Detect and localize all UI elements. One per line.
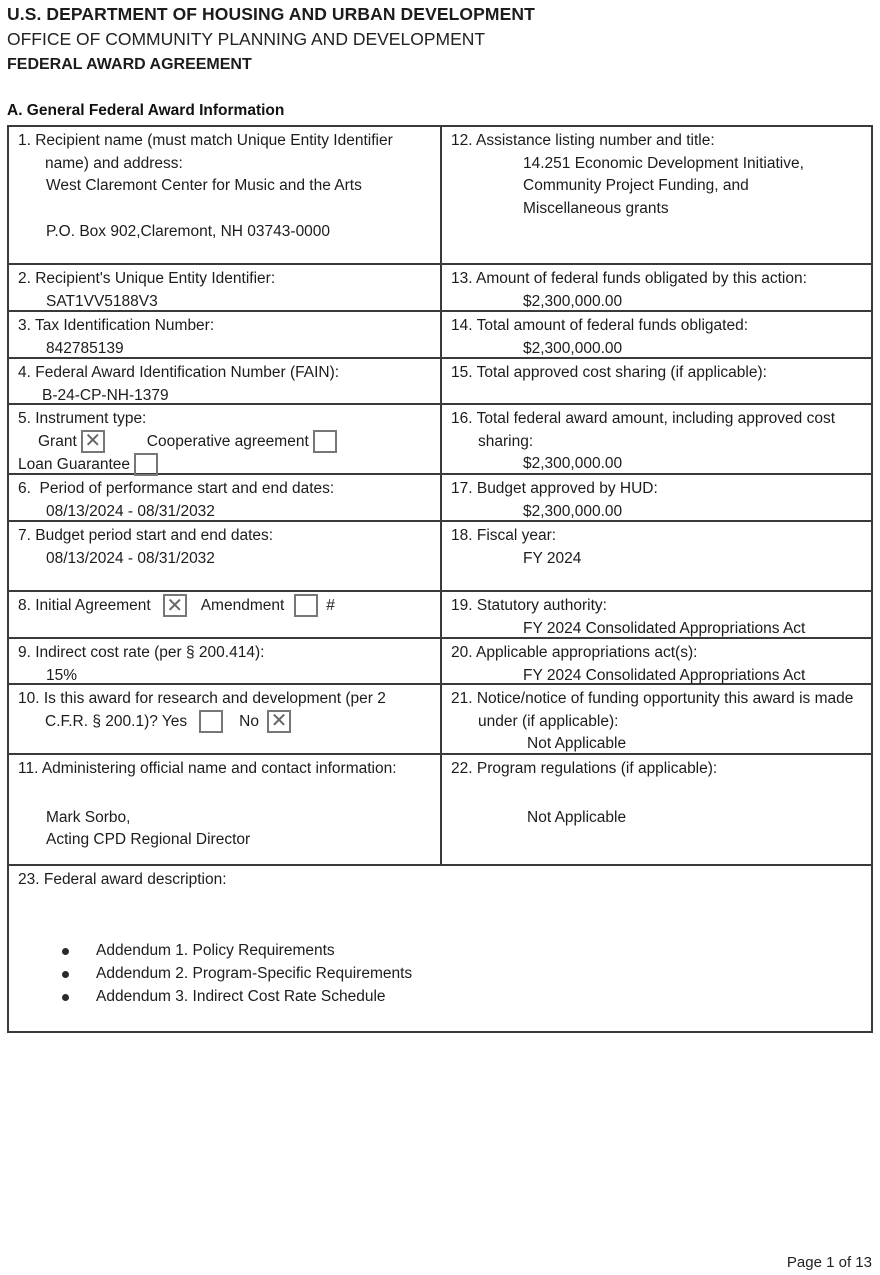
field-8-agreement-type [9,592,442,637]
field-13-funds-obligated-action [442,265,871,310]
document-title: FEDERAL AWARD AGREEMENT [7,56,252,73]
research-development-options [18,711,431,734]
program-regulations-value: Not Applicable [527,808,627,826]
field-4-fain [9,359,442,403]
indirect-cost-rate-value: 15% [46,666,78,684]
amendment-checkbox[interactable] [294,594,318,617]
rd-question-continued: C.F.R. § 200.1)? Yes [45,712,188,730]
field-7-budget-period [9,522,442,590]
official-name-value: Mark Sorbo, [46,808,131,826]
field-label: 16. Total federal award amount, including approved cost sharing: [451,410,840,450]
field-17-budget-approved [442,475,871,520]
grant-option-label: Grant [38,432,77,450]
field-14-total-funds-obligated [442,312,871,357]
period-of-performance-value: 08/13/2024 - 08/31/2032 [46,502,215,520]
field-label: 13. Amount of federal funds obligated by this action: [451,270,807,287]
table-row [9,475,871,522]
total-award-amount-value: $2,300,000.00 [523,455,623,472]
table-row [9,685,871,755]
fiscal-year-value: FY 2024 [523,549,582,567]
loan-guarantee-option [18,454,431,477]
field-3-tin [9,312,442,357]
field-label: 11. Administering official name and contact information: [18,760,397,777]
tin-value: 842785139 [46,339,124,357]
agency-title: U.S. DEPARTMENT OF HOUSING AND URBAN DEVELOPMENT [7,4,535,24]
field-label: 17. Budget approved by HUD: [451,480,658,497]
section-a-heading: A. General Federal Award Information [7,102,285,119]
field-22-program-regulations [442,755,871,864]
table-row [9,639,871,685]
field-2-uei [9,265,442,310]
table-row [9,592,871,639]
field-label: 22. Program regulations (if applicable): [451,760,718,777]
rd-yes-checkbox[interactable] [199,710,223,733]
budget-period-value: 08/13/2024 - 08/31/2032 [46,549,215,567]
field-label: 23. Federal award description: [18,871,227,888]
table-row [9,755,871,866]
field-16-total-award-amount [442,405,871,473]
addendum-item-1: Addendum 1. Policy Requirements [96,939,862,962]
field-21-funding-opportunity-notice [442,685,871,753]
field-label: 14. Total amount of federal funds obligated: [451,317,749,334]
official-title-value: Acting CPD Regional Director [46,831,251,848]
amendment-label: Amendment [200,597,285,615]
loan-guarantee-option-label: Loan Guarantee [18,455,131,473]
award-info-table [7,125,873,1033]
field-5-instrument-type [9,405,442,473]
initial-agreement-label: 8. Initial Agreement [18,597,151,615]
field-label: 5. Instrument type: [18,410,147,427]
field-label: 21. Notice/notice of funding opportunity this award is made under (if applicable): [451,690,858,730]
table-row [9,312,871,359]
recipient-name-value: West Claremont Center for Music and the Arts [46,177,362,194]
rd-no-checkbox[interactable]: ✕ [267,710,291,733]
field-15-cost-sharing [442,359,871,403]
addendum-list [18,939,862,1008]
total-funds-obligated-value: $2,300,000.00 [523,339,623,357]
page-number: Page 1 of 13 [786,1254,872,1271]
office-title: OFFICE OF COMMUNITY PLANNING AND DEVELOPMENT [7,29,486,49]
uei-value: SAT1VV5188V3 [46,292,158,310]
appropriations-acts-value: FY 2024 Consolidated Appropriations Act [523,666,806,684]
field-18-fiscal-year [442,522,871,590]
field-1-recipient-name [9,127,442,263]
fain-value: B-24-CP-NH-1379 [42,386,169,404]
field-label: 10. Is this award for research and development (per 2 [18,690,386,707]
loan-guarantee-checkbox[interactable] [134,453,158,476]
rd-no-label: No [239,712,259,730]
cooperative-agreement-checkbox[interactable] [313,430,337,453]
field-label: 2. Recipient's Unique Entity Identifier: [18,270,276,287]
field-label: 1. Recipient name (must match Unique Entity Identifier name) and address: [18,132,398,172]
field-10-research-development [9,685,442,753]
agreement-type-options [18,595,431,618]
table-row [9,127,871,265]
recipient-address-value: P.O. Box 902,Claremont, NH 03743-0000 [46,222,331,240]
field-19-statutory-authority [442,592,871,637]
field-label: 3. Tax Identification Number: [18,317,215,334]
field-9-indirect-cost-rate [9,639,442,683]
field-label: 7. Budget period start and end dates: [18,527,274,544]
table-row [9,522,871,592]
initial-agreement-checkbox[interactable]: ✕ [163,594,187,617]
field-label: 9. Indirect cost rate (per § 200.414): [18,644,265,661]
amendment-number-symbol: # [326,597,335,615]
table-row [9,405,871,475]
assistance-listing-line1: 14.251 Economic Development Initiative, [523,154,804,172]
field-23-award-description [9,866,871,1031]
field-11-administering-official [9,755,442,864]
addendum-item-3: Addendum 3. Indirect Cost Rate Schedule [96,985,862,1008]
field-label: 15. Total approved cost sharing (if applicable): [451,364,767,381]
field-label: 19. Statutory authority: [451,597,607,614]
grant-checkbox[interactable]: ✕ [81,430,105,453]
field-label: 4. Federal Award Identification Number (FAIN): [18,364,340,381]
assistance-listing-line2: Community Project Funding, and [523,177,749,194]
field-label: 18. Fiscal year: [451,527,557,544]
field-20-appropriations-acts [442,639,871,683]
field-12-assistance-listing [442,127,871,263]
table-row [9,866,871,1031]
field-6-period-of-performance [9,475,442,520]
document-header [0,0,880,77]
funds-obligated-action-value: $2,300,000.00 [523,292,623,310]
cooperative-agreement-option-label: Cooperative agreement [146,432,309,450]
assistance-listing-line3: Miscellaneous grants [523,199,669,217]
statutory-authority-value: FY 2024 Consolidated Appropriations Act [523,619,806,637]
field-label: 12. Assistance listing number and title: [451,132,715,149]
table-row [9,359,871,405]
addendum-item-2: Addendum 2. Program-Specific Requirements [96,962,862,985]
table-row [9,265,871,312]
funding-opportunity-value: Not Applicable [527,735,627,752]
instrument-type-options [18,431,431,454]
budget-approved-value: $2,300,000.00 [523,502,623,520]
field-label: 6. Period of performance start and end dates: [18,480,335,497]
field-label: 20. Applicable appropriations act(s): [451,644,698,661]
